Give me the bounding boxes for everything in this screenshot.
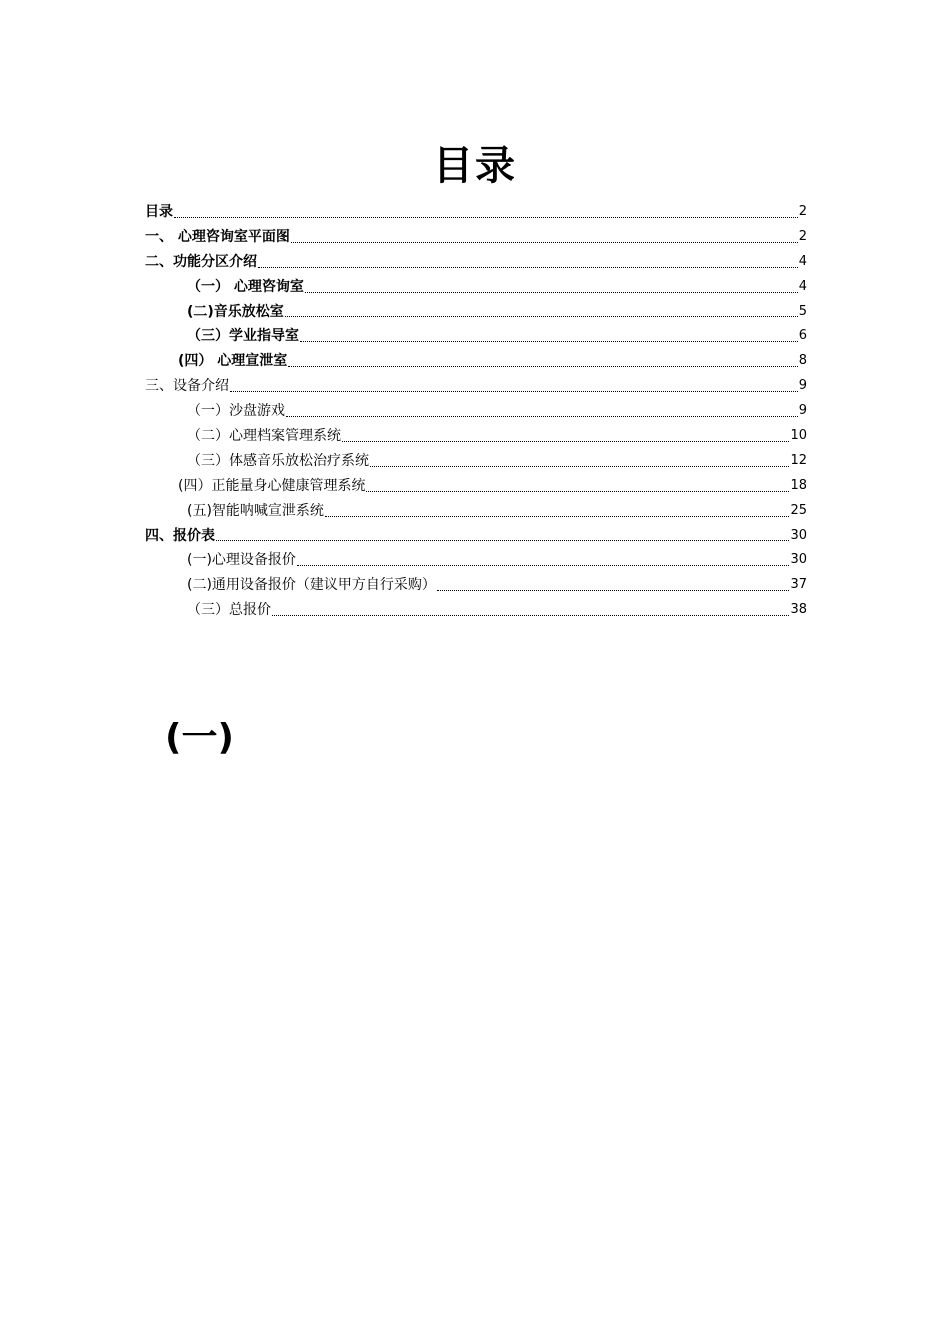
toc-page-number: 30 (790, 527, 807, 543)
toc-page-number: 2 (798, 204, 807, 219)
toc-entry[interactable] (145, 524, 807, 549)
toc-entry[interactable] (145, 399, 807, 424)
toc-page-number: 37 (790, 577, 807, 593)
toc-page-number: 12 (790, 452, 807, 468)
toc-entry[interactable] (145, 250, 807, 275)
toc-dot-leader (370, 449, 789, 474)
toc-dot-leader (325, 499, 790, 524)
toc-entry-label: 三、设备介绍 (145, 378, 229, 395)
toc-dot-leader (230, 374, 798, 399)
toc-dot-leader (437, 573, 790, 598)
toc-entry[interactable] (145, 225, 807, 250)
toc-entry-label: 目录 (145, 204, 173, 220)
toc-entry-label: 二、功能分区介绍 (145, 253, 257, 270)
toc-entry-label: (四）正能量身心健康管理系统 (178, 477, 366, 494)
toc-entry[interactable] (145, 374, 807, 399)
toc-dot-leader (286, 399, 798, 424)
toc-page-number: 9 (798, 378, 807, 394)
toc-entry[interactable] (145, 598, 807, 623)
toc-entry-label: (四） 心理宣泄室 (178, 353, 288, 370)
toc-dot-leader (216, 524, 789, 549)
toc-entry[interactable] (145, 324, 807, 349)
toc-entry[interactable] (145, 275, 807, 300)
toc-entry-label: （一） 心理咨询室 (187, 278, 304, 295)
toc-entry-label: （一）沙盘游戏 (187, 403, 285, 420)
toc-page-number: 2 (798, 228, 807, 244)
toc-page-number: 18 (790, 477, 807, 493)
toc-dot-leader (258, 250, 798, 275)
toc-page-number: 5 (798, 303, 807, 319)
toc-dot-leader (285, 300, 798, 325)
toc-page-number: 10 (790, 428, 807, 444)
toc-dot-leader (272, 598, 789, 623)
toc-dot-leader (342, 424, 789, 449)
toc-entry[interactable] (145, 449, 807, 474)
toc-page-number: 38 (790, 602, 807, 618)
toc-entry-label: （二）心理档案管理系统 (187, 428, 341, 445)
table-of-contents (145, 200, 807, 623)
toc-dot-leader (297, 548, 790, 573)
toc-dot-leader (291, 225, 798, 250)
page-title: 目录 (433, 143, 517, 189)
toc-entry-label: （三）学业指导室 (187, 328, 299, 345)
toc-entry[interactable] (145, 499, 807, 524)
toc-page-number: 30 (790, 552, 807, 568)
toc-entry[interactable] (145, 349, 807, 374)
toc-page-number: 4 (798, 253, 807, 269)
toc-page-number: 9 (798, 403, 807, 419)
toc-entry-label: (一)心理设备报价 (187, 552, 296, 569)
toc-dot-leader (174, 200, 798, 225)
toc-dot-leader (300, 324, 798, 349)
toc-dot-leader (305, 275, 798, 300)
toc-entry-label: 四、报价表 (145, 527, 215, 544)
toc-dot-leader (366, 474, 789, 499)
toc-entry[interactable] (145, 300, 807, 325)
section-heading: (一) (165, 717, 234, 758)
toc-page-number: 8 (798, 353, 807, 369)
toc-entry[interactable] (145, 548, 807, 573)
toc-entry[interactable] (145, 424, 807, 449)
toc-page-number: 4 (798, 278, 807, 294)
toc-dot-leader (288, 349, 797, 374)
toc-entry[interactable] (145, 573, 807, 598)
toc-page-number: 25 (790, 502, 807, 518)
toc-entry-label: 一、 心理咨询室平面图 (145, 228, 290, 245)
toc-entry[interactable] (145, 474, 807, 499)
toc-entry-label: （三）体感音乐放松治疗系统 (187, 452, 369, 469)
toc-entry-label: (二)音乐放松室 (187, 303, 284, 320)
toc-page-number: 6 (798, 328, 807, 344)
toc-entry[interactable] (145, 200, 807, 225)
toc-entry-label: (二)通用设备报价（建议甲方自行采购） (187, 577, 436, 594)
toc-entry-label: (五)智能呐喊宣泄系统 (187, 502, 324, 519)
toc-entry-label: （三）总报价 (187, 602, 271, 619)
